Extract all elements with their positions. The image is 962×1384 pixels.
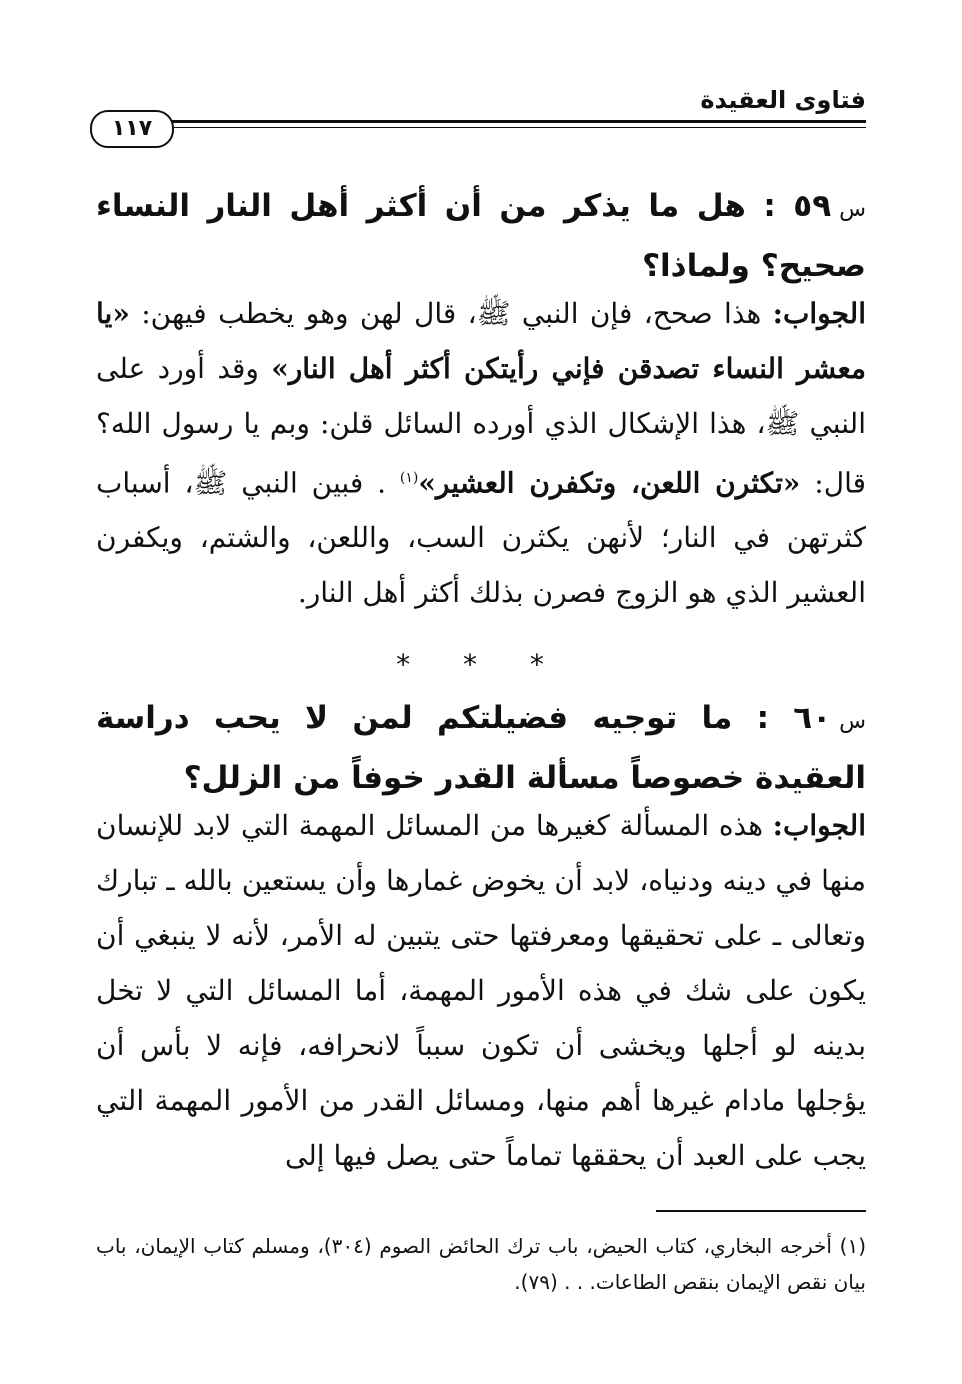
answer-59-part-2: وقد أورد على النبي ﷺ، هذا الإشكال الذي أورده السائل قلن: وبم يا رسول الله؟ قال: <box>96 352 866 500</box>
section-separator: * * * <box>396 648 566 681</box>
page-number: ١١٧ <box>90 110 174 148</box>
answer-59-part-3: . فبين النبي ﷺ، أسباب كثرتهن في النار؛ لأنهن يكثرن السب، واللعن، والشتم، ويكفرن العشير الذي هو الزوج فصرن بذلك أكثر أهل النار. <box>96 466 866 610</box>
question-marker: س <box>839 197 866 222</box>
answer-60 <box>96 798 866 1183</box>
answer-label: الجواب: <box>772 297 866 330</box>
footnote-reference: (١) <box>399 470 419 486</box>
hadith-quote-1: «يا معشر النساء تصدقن فإني رأيتكن أكثر أهل النار» <box>96 297 866 385</box>
question-marker: س <box>839 709 866 734</box>
footnote-divider <box>656 1210 866 1212</box>
question-60 <box>96 690 866 806</box>
answer-59-part-1: هذا صحح، فإن النبي ﷺ، قال لهن وهو يخطب فيهن: <box>129 297 773 330</box>
answer-60-text: هذه المسألة كغيرها من المسائل المهمة التي لابد للإنسان منها في دينه ودنياه، لابد أن يخوض غمارها وأن يستعين بالله ـ تبارك وتعالى ـ على تحقيقها ومعرفتها حتى يتبين له الأمر، لأنه لا ينبغي أن يكون على شك في هذه الأمور المهمة، أما المسائل التي لا تخل بدينه لو أجلها ويخشى أن تكون سبباً لانحرافه، فإنه لا بأس أن يؤجلها مادام غيرها أهم منها، ومسائل القدر من الأمور المهمة التي يجب على العبد أن يحققها تماماً حتى يصل فيها إلى <box>96 809 867 1172</box>
answer-label: الجواب: <box>772 809 866 842</box>
hadith-quote-2: «تكثرن اللعن، وتكفرن العشير» <box>418 466 801 500</box>
header-rule-thin <box>165 127 866 128</box>
question-60-text: ٦٠ : ما توجيه فضيلتكم لمن لا يحب دراسة العقيدة خصوصاً مسألة القدر خوفاً من الزلل؟ <box>96 700 866 796</box>
header-rule <box>165 120 866 123</box>
answer-59 <box>96 286 866 620</box>
question-59-text: ٥٩ : هل ما يذكر من أن أكثر أهل النار النساء صحيح؟ ولماذا؟ <box>96 188 866 284</box>
footnote: (١) أخرجه البخاري، كتاب الحيض، باب ترك الحائض الصوم (٣٠٤)، ومسلم كتاب الإيمان، باب بيان نقص الإيمان بنقص الطاعات. . . (٧٩). <box>96 1234 866 1294</box>
running-header-title: فتاوى العقيدة <box>700 86 866 114</box>
question-59 <box>96 178 866 294</box>
